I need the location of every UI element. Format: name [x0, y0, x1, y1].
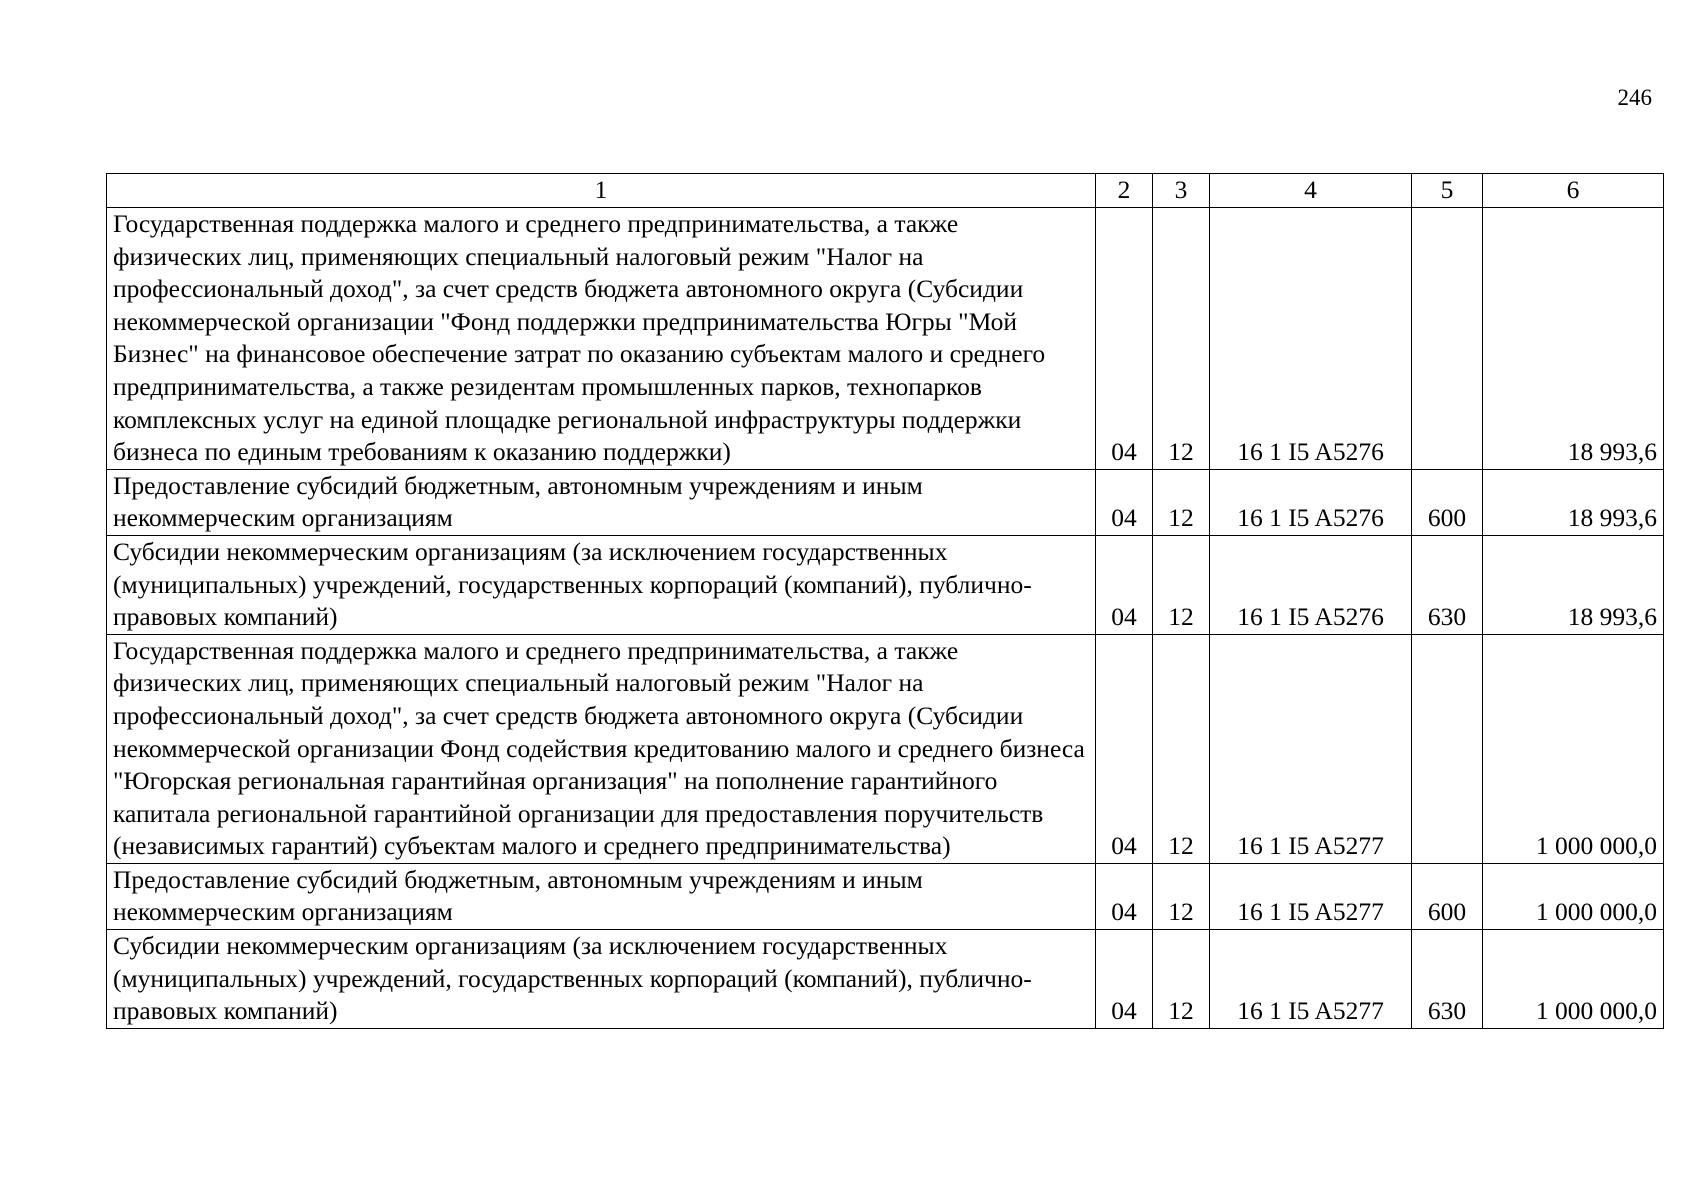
row-amount: 1 000 000,0 — [1483, 930, 1664, 1029]
table-row — [107, 634, 1664, 863]
row-amount: 1 000 000,0 — [1483, 634, 1664, 863]
row-description: Предоставление субсидий бюджетным, автономным учреждениям и иным некоммерческим организациям — [107, 469, 1096, 535]
table-row — [107, 469, 1664, 535]
column-header: 2 — [1096, 174, 1153, 208]
row-amount: 1 000 000,0 — [1483, 863, 1664, 929]
row-section: 04 — [1096, 930, 1153, 1029]
row-subsection: 12 — [1153, 535, 1210, 634]
row-expense-type: 600 — [1412, 863, 1483, 929]
row-description: Государственная поддержка малого и среднего предпринимательства, а также физических лиц, применяющих специальный налоговый режим "Налог на профессиональный доход", за счет средств бюджета автономного округа (Субсидии некоммерческой организации Фонд содействия кредитованию малого и среднего бизнеса "Югорская региональная гарантийная организация" на пополнение гарантийного капитала региональной гарантийной организации для предоставления поручительств (независимых гарантий) субъектам малого и среднего предпринимательства) — [107, 634, 1096, 863]
row-amount: 18 993,6 — [1483, 535, 1664, 634]
row-target-article: 16 1 I5 A5277 — [1210, 634, 1412, 863]
table-row — [107, 535, 1664, 634]
row-amount: 18 993,6 — [1483, 208, 1664, 470]
column-header: 4 — [1210, 174, 1412, 208]
row-target-article: 16 1 I5 A5276 — [1210, 208, 1412, 470]
row-description: Субсидии некоммерческим организациям (за исключением государственных (муниципальных) учреждений, государственных корпораций (компаний), публично-правовых компаний) — [107, 535, 1096, 634]
budget-table — [106, 173, 1664, 1029]
row-expense-type: 600 — [1412, 469, 1483, 535]
row-subsection: 12 — [1153, 208, 1210, 470]
page-number: 246 — [1617, 85, 1652, 110]
row-expense-type: 630 — [1412, 930, 1483, 1029]
row-target-article: 16 1 I5 A5276 — [1210, 535, 1412, 634]
row-subsection: 12 — [1153, 634, 1210, 863]
row-target-article: 16 1 I5 A5277 — [1210, 863, 1412, 929]
row-description: Субсидии некоммерческим организациям (за исключением государственных (муниципальных) учреждений, государственных корпораций (компаний), публично-правовых компаний) — [107, 930, 1096, 1029]
row-expense-type — [1412, 208, 1483, 470]
row-subsection: 12 — [1153, 863, 1210, 929]
table-row — [107, 863, 1664, 929]
column-header: 6 — [1483, 174, 1664, 208]
row-description: Предоставление субсидий бюджетным, автономным учреждениям и иным некоммерческим организациям — [107, 863, 1096, 929]
row-description: Государственная поддержка малого и среднего предпринимательства, а также физических лиц, применяющих специальный налоговый режим "Налог на профессиональный доход", за счет средств бюджета автономного округа (Субсидии некоммерческой организации "Фонд поддержки предпринимательства Югры "Мой Бизнес" на финансовое обеспечение затрат по оказанию субъектам малого и среднего предпринимательства, а также резидентам промышленных парков, технопарков комплексных услуг на единой площадке региональной инфраструктуры поддержки бизнеса по единым требованиям к оказанию поддержки) — [107, 208, 1096, 470]
row-target-article: 16 1 I5 A5276 — [1210, 469, 1412, 535]
row-section: 04 — [1096, 535, 1153, 634]
row-target-article: 16 1 I5 A5277 — [1210, 930, 1412, 1029]
row-expense-type: 630 — [1412, 535, 1483, 634]
row-section: 04 — [1096, 863, 1153, 929]
row-expense-type — [1412, 634, 1483, 863]
column-header: 3 — [1153, 174, 1210, 208]
row-section: 04 — [1096, 634, 1153, 863]
table-row — [107, 208, 1664, 470]
row-section: 04 — [1096, 208, 1153, 470]
row-section: 04 — [1096, 469, 1153, 535]
column-header: 1 — [107, 174, 1096, 208]
row-subsection: 12 — [1153, 469, 1210, 535]
row-subsection: 12 — [1153, 930, 1210, 1029]
column-header: 5 — [1412, 174, 1483, 208]
row-amount: 18 993,6 — [1483, 469, 1664, 535]
table-header-row — [107, 174, 1664, 208]
table-row — [107, 930, 1664, 1029]
